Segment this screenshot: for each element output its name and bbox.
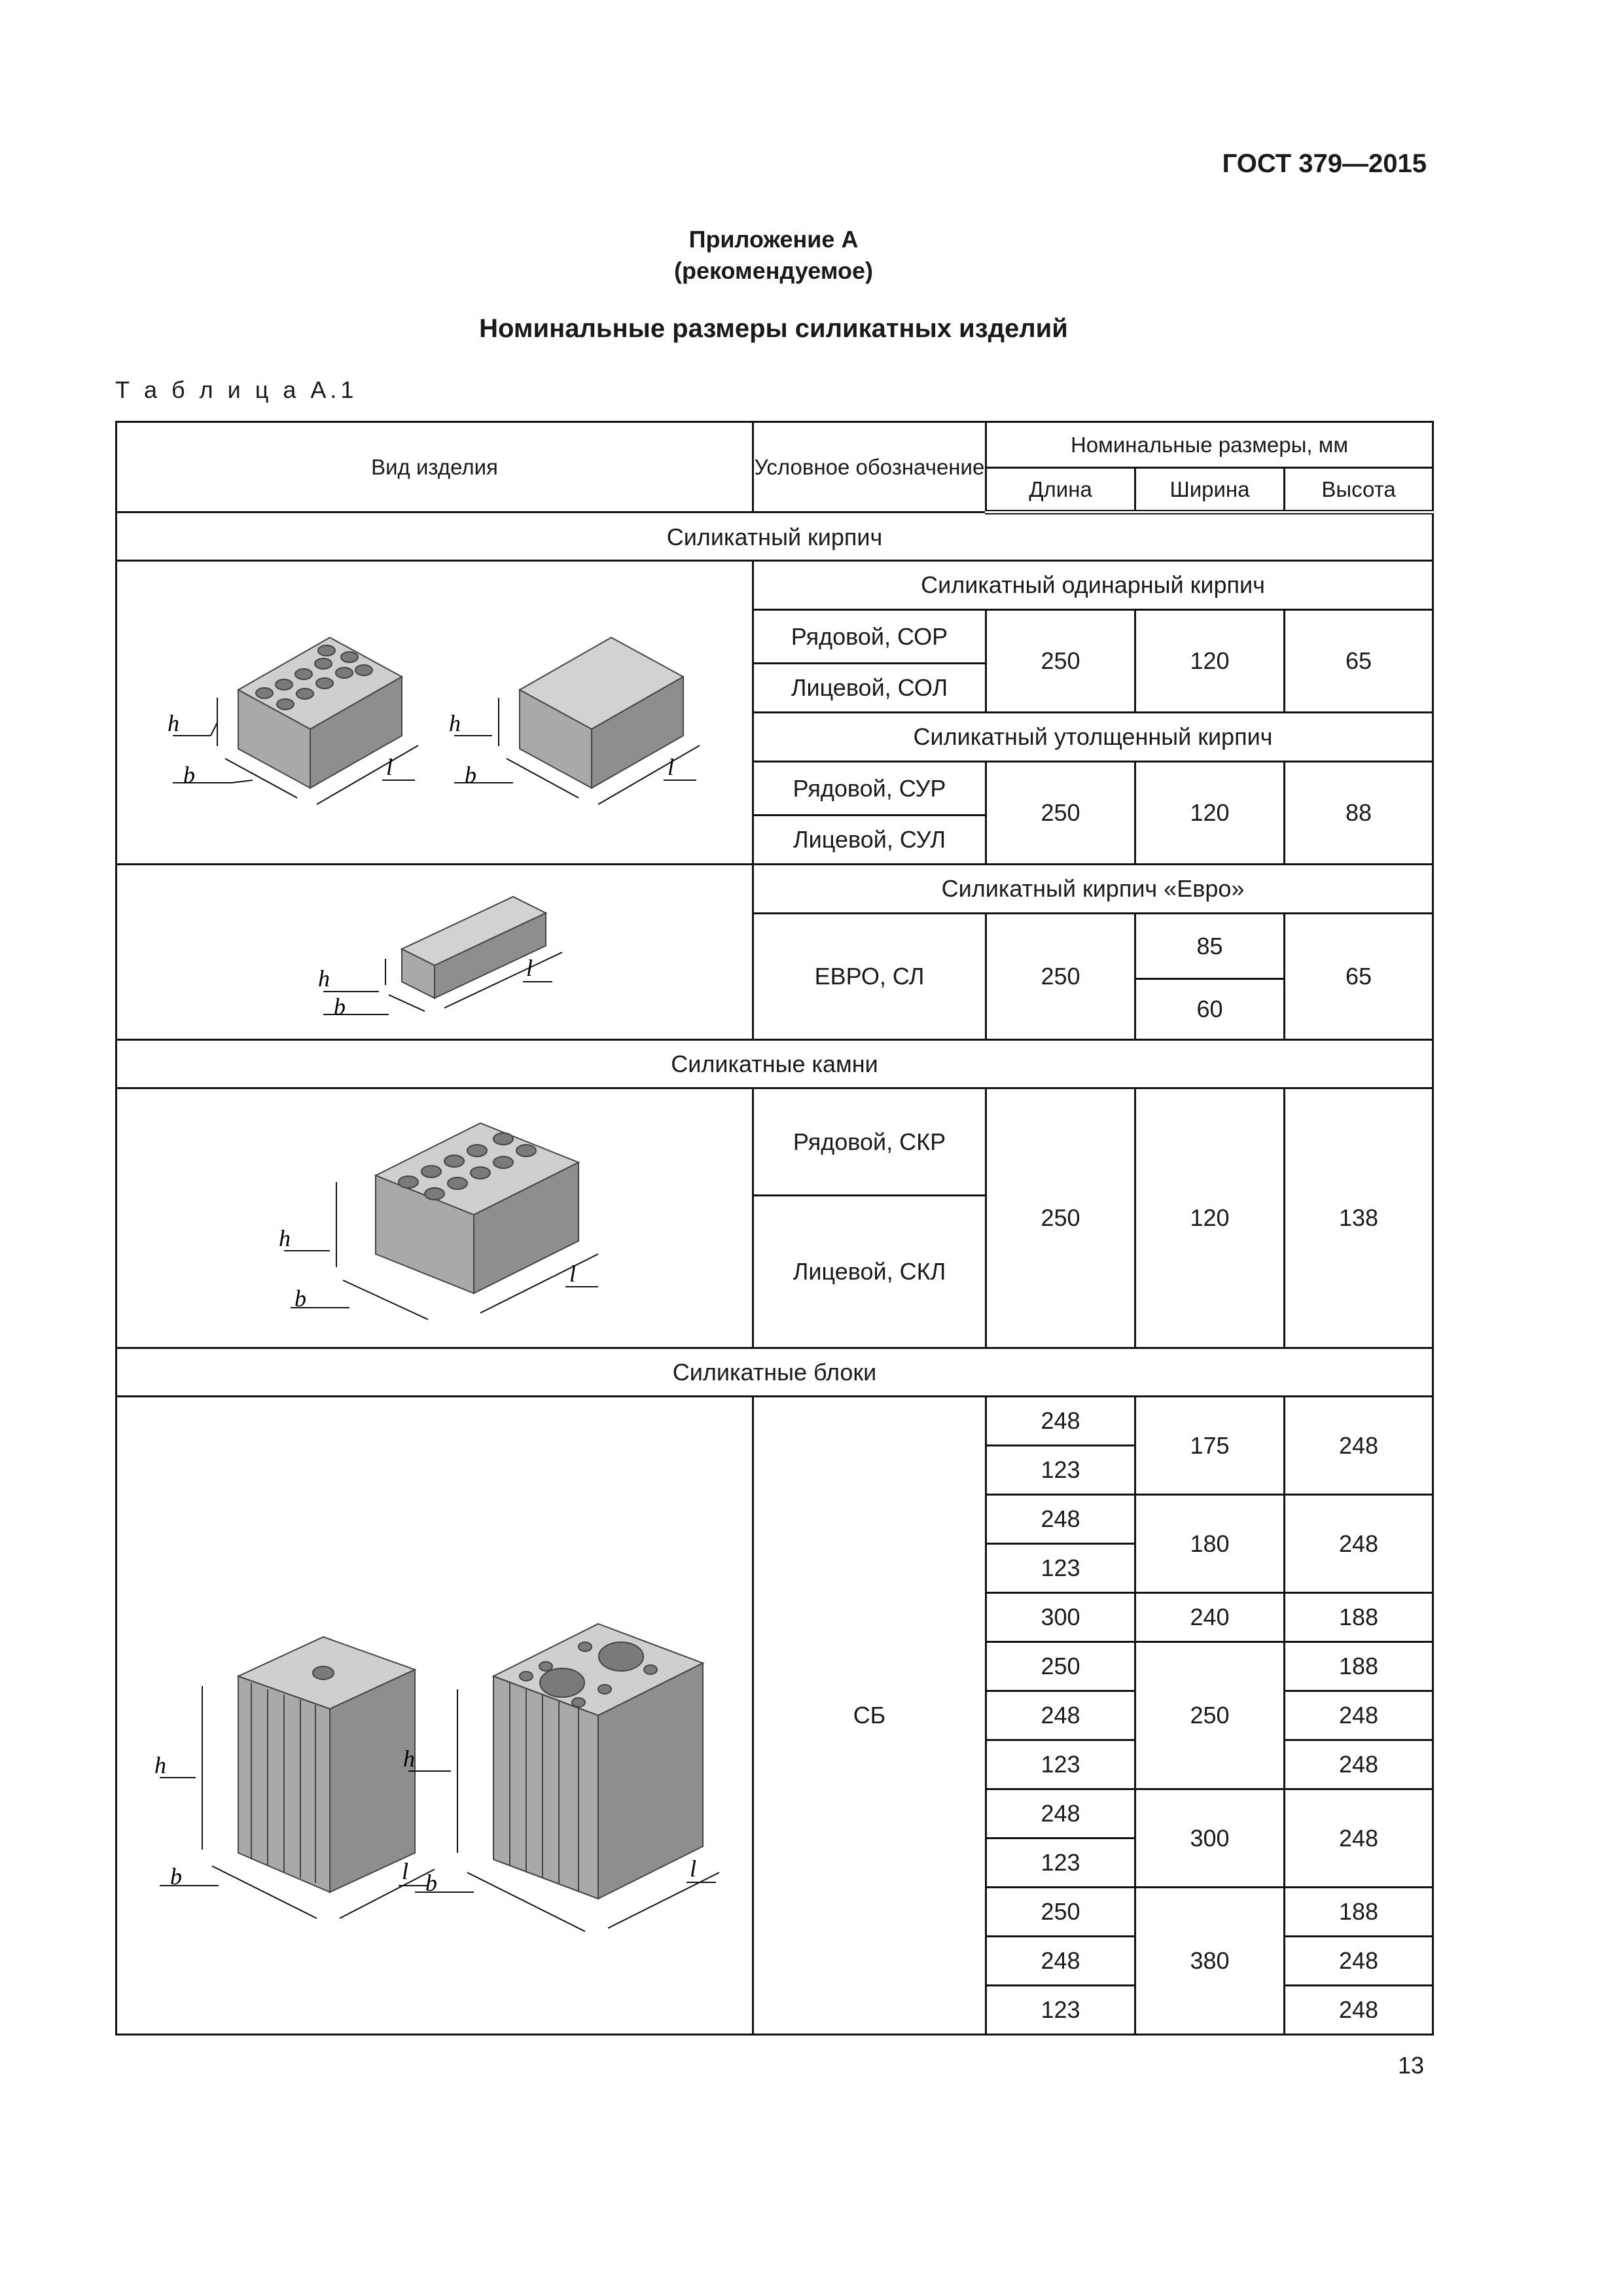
dim-label-b: b (425, 1870, 437, 1896)
table-caption: Т а б л и ц а А.1 (115, 376, 358, 403)
dim-label-h: h (279, 1225, 291, 1251)
stones-row2: Лицевой, СКЛ (753, 1196, 986, 1348)
dim-label-b: b (294, 1285, 306, 1312)
appendix-subtitle: (рекомендуемое) (674, 257, 873, 284)
block-length: 123 (986, 1740, 1135, 1789)
block-length: 248 (986, 1937, 1135, 1986)
block-height: 248 (1285, 1789, 1433, 1888)
stone-illustration (127, 1090, 742, 1346)
block-width: 240 (1135, 1593, 1285, 1642)
appendix-title-block (0, 224, 1547, 287)
header-width: Ширина (1135, 468, 1285, 512)
block-width: 175 (1135, 1397, 1285, 1495)
single-brick-width: 120 (1135, 610, 1285, 713)
dim-label-l: l (690, 1856, 697, 1882)
block-height: 248 (1285, 1937, 1433, 1986)
block-length: 300 (986, 1593, 1135, 1642)
thick-brick-title: Силикатный утолщенный кирпич (753, 713, 1433, 762)
brick-illustration (127, 572, 742, 853)
block-length: 250 (986, 1888, 1135, 1937)
standard-code: ГОСТ 379—2015 (1222, 149, 1427, 178)
block-length: 123 (986, 1839, 1135, 1888)
blocks-designation: СБ (753, 1397, 986, 2035)
stones-drawing-cell (116, 1088, 753, 1348)
block-height: 248 (1285, 1986, 1433, 2035)
euro-brick-length: 250 (986, 914, 1135, 1040)
dim-label-h: h (449, 709, 461, 736)
dim-label-l: l (668, 753, 675, 780)
block-width: 250 (1135, 1642, 1285, 1789)
block-height: 248 (1285, 1691, 1433, 1740)
dim-label-h: h (318, 965, 330, 992)
block-height: 248 (1285, 1740, 1433, 1789)
header-height: Высота (1285, 468, 1433, 512)
block-length: 248 (986, 1495, 1135, 1544)
block-length: 248 (986, 1789, 1135, 1839)
single-brick-row1: Рядовой, СОР (753, 610, 986, 664)
euro-brick-designation: ЕВРО, СЛ (753, 914, 986, 1040)
header-length: Длина (986, 468, 1135, 512)
dim-label-h: h (168, 709, 179, 736)
block-length: 123 (986, 1544, 1135, 1593)
single-brick-title: Силикатный одинарный кирпич (753, 561, 1433, 610)
dimensions-table (115, 421, 1434, 2036)
page-heading: Номинальные размеры силикатных изделий (479, 314, 1068, 343)
header-designation: Условное обозначение (753, 422, 986, 512)
block-left-icon (238, 1637, 415, 1892)
dim-label-l: l (569, 1261, 577, 1287)
euro-brick-width2: 60 (1135, 979, 1285, 1040)
stones-height: 138 (1285, 1088, 1433, 1348)
block-width: 180 (1135, 1495, 1285, 1593)
block-length: 123 (986, 1446, 1135, 1495)
dim-label-h: h (403, 1746, 415, 1772)
block-height: 188 (1285, 1593, 1433, 1642)
block-length: 248 (986, 1691, 1135, 1740)
stones-length: 250 (986, 1088, 1135, 1348)
dim-label-l: l (386, 753, 393, 780)
thick-brick-row1: Рядовой, СУР (753, 762, 986, 816)
dim-label-b: b (183, 761, 195, 788)
block-height: 248 (1285, 1397, 1433, 1495)
block-length: 250 (986, 1642, 1135, 1691)
euro-brick-drawing-cell (116, 865, 753, 1040)
single-brick-length: 250 (986, 610, 1135, 713)
header-kind: Вид изделия (116, 422, 753, 512)
euro-brick-height: 65 (1285, 914, 1433, 1040)
stone-block-icon (376, 1123, 579, 1293)
hollow-brick-icon (238, 637, 402, 788)
stones-row1: Рядовой, СКР (753, 1088, 986, 1196)
block-height: 248 (1285, 1495, 1433, 1593)
thick-brick-width: 120 (1135, 762, 1285, 865)
section-blocks-title: Силикатные блоки (116, 1348, 1433, 1397)
block-height: 188 (1285, 1888, 1433, 1937)
dim-label-b: b (465, 761, 476, 788)
dim-label-b: b (334, 993, 346, 1020)
euro-brick-icon (402, 897, 546, 998)
dim-label-l: l (526, 954, 533, 981)
euro-brick-illustration (127, 867, 742, 1037)
section-stones-title: Силикатные камни (116, 1040, 1433, 1088)
brick-drawing-cell (116, 561, 753, 865)
single-brick-height: 65 (1285, 610, 1433, 713)
page-number: 13 (1397, 2052, 1424, 2079)
euro-brick-width1: 85 (1135, 914, 1285, 979)
solid-brick-icon (520, 637, 683, 788)
single-brick-row2: Лицевой, СОЛ (753, 664, 986, 713)
appendix-title: Приложение А (688, 226, 859, 253)
stones-width: 120 (1135, 1088, 1285, 1348)
thick-brick-length: 250 (986, 762, 1135, 865)
dim-label-h: h (154, 1752, 166, 1778)
thick-brick-row2: Лицевой, СУЛ (753, 816, 986, 865)
thick-brick-height: 88 (1285, 762, 1433, 865)
block-length: 248 (986, 1397, 1135, 1446)
dim-label-b: b (170, 1863, 182, 1890)
block-length: 123 (986, 1986, 1135, 2035)
header-nominal-sizes: Номинальные размеры, мм (986, 422, 1433, 468)
euro-brick-title: Силикатный кирпич «Евро» (753, 865, 1433, 914)
block-width: 300 (1135, 1789, 1285, 1888)
block-height: 188 (1285, 1642, 1433, 1691)
section-brick-title: Силикатный кирпич (116, 512, 1433, 561)
blocks-drawing-cell (116, 1397, 753, 2035)
dim-label-l: l (402, 1858, 409, 1884)
block-right-icon (493, 1624, 703, 1899)
blocks-illustration (127, 1421, 742, 2010)
block-width: 380 (1135, 1888, 1285, 2035)
